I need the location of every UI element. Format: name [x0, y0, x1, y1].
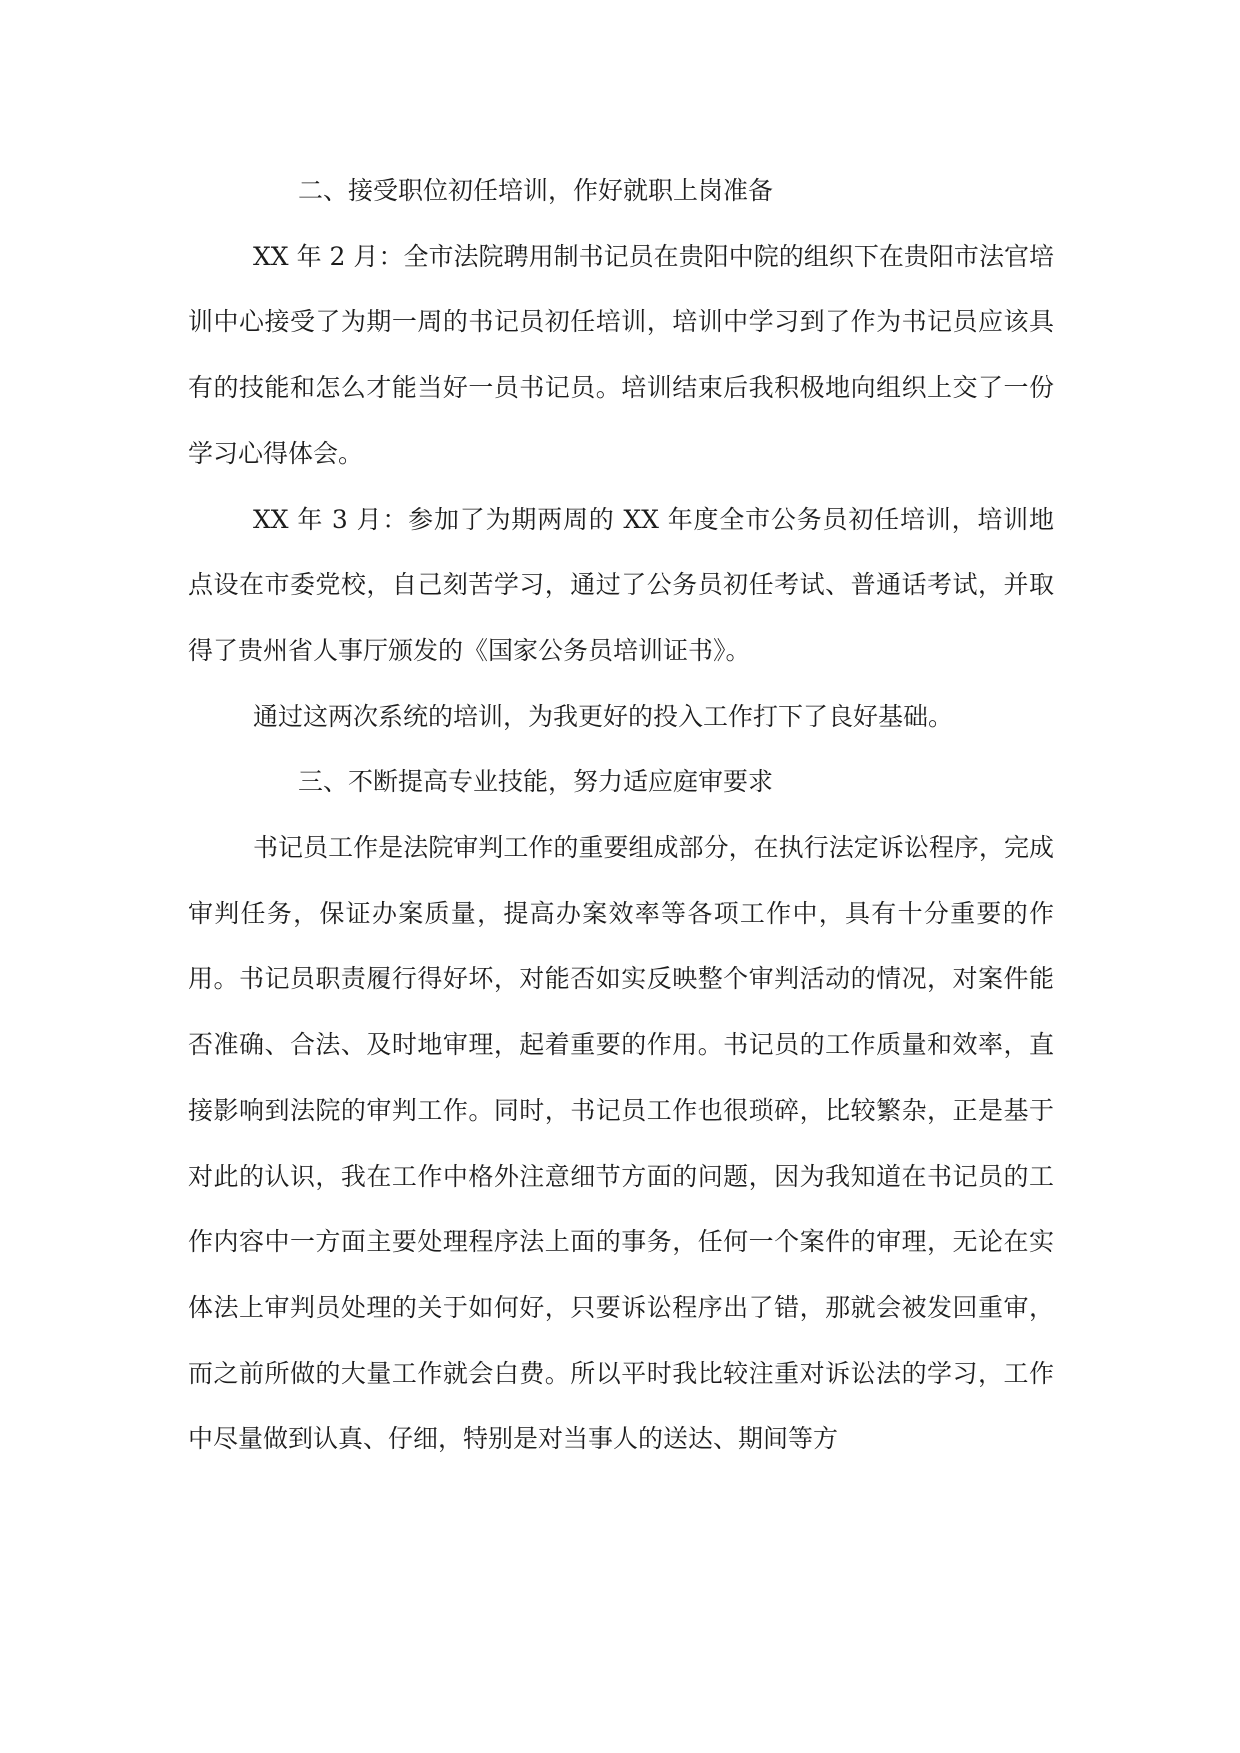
document-body: [188, 158, 1054, 1472]
paragraph-training-summary: 通过这两次系统的培训，为我更好的投入工作打下了良好基础。: [253, 701, 954, 731]
section-heading-three: 三、不断提高专业技能，努力适应庭审要求: [298, 767, 774, 797]
paragraph-february-training: XX 年 2 月：全市法院聘用制书记员在贵阳中院的组织下在贵阳市法官培训中心接受了为期一周的书记员初任培训，培训中学习到了作为书记员应该具有的技能和怎么才能当好一员书记员。培训结束后我积极地向组织上交了一份学习心得体会。: [188, 241, 1054, 468]
section-heading-two: 二、接受职位初任培训，作好就职上岗准备: [298, 176, 774, 205]
paragraph-march-training: XX 年 3 月：参加了为期两周的 XX 年度全市公务员初任培训，培训地点设在市委党校，自己刻苦学习，通过了公务员初任考试、普通话考试，并取得了贵州省人事厅颁发的《国家公务员培训证书》。: [188, 504, 1054, 665]
paragraph-clerk-work: 书记员工作是法院审判工作的重要组成部分，在执行法定诉讼程序，完成审判任务，保证办案质量，提高办案效率等各项工作中，具有十分重要的作用。书记员职责履行得好坏，对能否如实反映整个审判活动的情况，对案件能否准确、合法、及时地审理，起着重要的作用。书记员的工作质量和效率，直接影响到法院的审判工作。同时，书记员工作也很琐碎，比较繁杂，正是基于对此的认识，我在工作中格外注意细节方面的问题，因为我知道在书记员的工作内容中一方面主要处理程序法上面的事务，任何一个案件的审理，无论在实体法上审判员处理的关于如何好，只要诉讼程序出了错，那就会被发回重审，而之前所做的大量工作就会白费。所以平时我比较注重对诉讼法的学习，工作中尽量做到认真、仔细，特别是对当事人的送达、期间等方: [188, 833, 1054, 1454]
